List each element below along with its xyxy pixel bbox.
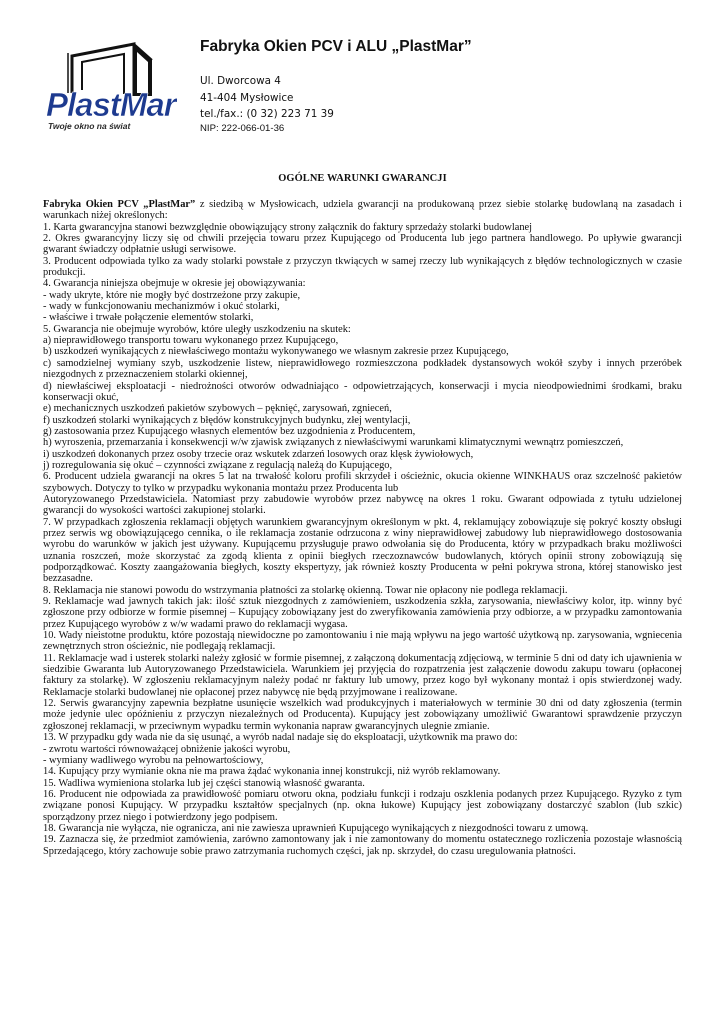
document-title: OGÓLNE WARUNKI GWARANCJI — [278, 173, 447, 184]
warranty-clause: 3. Producent odpowiada tylko za wady stolarki powstałe z przyczyn tkwiących w samej rzeczy lub wynikających z błędów technologicznych w czasie produkcji. — [43, 255, 682, 279]
warranty-clause: 16. Producent nie odpowiada za prawidłowość pomiaru otworu okna, podziału funkcji i rodzaju oszklenia podanych przez Kupującego. Ryzyko z tym związane ponosi Kupujący. W przypadku kształtów specjalnych (np. okna łukowe) Kupujący jest zobowiązany dostarczyć szablon (lub szkic) sporządzony przez niego i potwierdzony jego podpisem. — [43, 788, 682, 823]
warranty-clause: b) uszkodzeń wynikających z niewłaściwego montażu wykonywanego we własnym zakresie przez Kupującego, — [43, 346, 509, 358]
warranty-clause: e) mechanicznych uszkodzeń pakietów szybowych – pęknięć, zarysowań, zgnieceń, — [43, 403, 392, 415]
warranty-clause: i) uszkodzeń dokonanych przez osoby trzecie oraz wskutek zdarzeń losowych oraz klęsk żywiołowych, — [43, 448, 474, 460]
warranty-clause: 6. Producent udziela gwarancji na okres 5 lat na trwałość koloru profili skrzydeł i ościeżnic, okucia okienne WINKHAUS oraz szczelność pakietów szybowych. Dotyczy to tylko w przypadku wykonania montażu przez Producenta lub — [43, 471, 682, 494]
company-header — [200, 38, 472, 134]
address-city: 41-404 Mysłowice — [200, 91, 294, 104]
intro-company: Fabryka Okien PCV „PlastMar” — [43, 199, 196, 210]
warranty-clause: Autoryzowanego Przedstawiciela. Natomiast przy zabudowie wyrobów przez nabywcę na okres 1 roku. Gwarant odpowiada z tytułu udzielonej gwarancji do wysokości wartości zakupionej stolarki. — [43, 493, 682, 517]
warranty-clause: - wady ukryte, które nie mogły być dostrzeżone przy zakupie, — [43, 289, 301, 301]
warranty-clause: 1. Karta gwarancyjna stanowi bezwzględnie obowiązujący strony załącznik do faktury sprzedaży stolarki budowlanej — [43, 221, 533, 233]
intro-text: z siedzibą w Mysłowicach, udziela gwarancji na produkowaną przez siebie stolarkę budowlaną na zasadach i warunkach niżej określonych: — [43, 199, 682, 222]
warranty-clause: 7. W przypadkach zgłoszenia reklamacji objętych warunkiem gwarancyjnym określonym w pkt. 4, reklamujący zobowiązuje się pokryć koszty obsługi przez serwis wg obowiązującego cennika, o ile reklamacja zostanie odrzucona z winy nieprawidłowej zabudowy lub nieprawidłowego dostosowania wyrobu do warunków w jakich jest używany. Kupującemu przysługuje prawo odwołania się do Producenta, który w przypadkach braku możliwości uznania roszczeń, może skorzystać za zgodą klienta z opinii biegłych rzeczoznawców budowlanych, których opinii strony zobowiązują się podporządkować. Koszty zaangażowania biegłych, koszty ekspertyzy, jak również koszty Producenta w pełni pokrywa strona, której stanowisko jest bezzasadne. — [43, 516, 682, 585]
warranty-clause: h) wyroszenia, przemarzania i konsekwencji w/w zjawisk związanych z niewłaściwymi warunkami klimatycznymi wewnątrz pomieszczeń, — [43, 437, 624, 449]
warranty-clause: g) zastosowania przez Kupującego własnych elementów bez uzgodnienia z Producentem, — [43, 425, 416, 437]
warranty-clause: c) samodzielnej wymiany szyb, uszkodzenie listew, nieprawidłowego rozmieszczona podkładek dystansowych wokół szyby i innych przeróbek niezgodnych z przeznaczeniem stolarki okiennej, — [43, 357, 682, 381]
warranty-clause: 18. Gwarancja nie wyłącza, nie ogranicza, ani nie zawiesza uprawnień Kupującego wynikających z niezgodności towaru z umową. — [43, 822, 589, 834]
warranty-clause: 14. Kupujący przy wymianie okna nie ma prawa żądać wykonania innej konstrukcji, niż wyrób reklamowany. — [43, 766, 501, 778]
warranty-clause: 12. Serwis gwarancyjny zapewnia bezpłatne usunięcie wszelkich wad produkcyjnych i materiałowych w terminie 30 dni od daty zgłoszenia (termin może jedynie ulec opóźnieniu z przyczyn niezależnych od Producenta). Kupujący jest zobowiązany umożliwić Gwarantowi sprawdzenie przyczyn zgłoszonej reklamacji, w przeciwnym wypadku termin wykonania napraw gwarancyjnych ulegnie zmianie. — [43, 698, 682, 732]
phone-fax: tel./fax.: (0 32) 223 71 39 — [200, 108, 334, 120]
warranty-clause: 19. Zaznacza się, że przedmiot zamówienia, zarówno zamontowany jak i nie zamontowany do momentu ostatecznego rozliczenia pozostaje własnością Sprzedającego, który zachowuje sobie prawo zatrzymania ruchomych części, jak np. skrzydeł, do czasu uregulowania płatności. — [43, 834, 682, 857]
logo-wordmark: PlastMar — [46, 86, 176, 123]
warranty-clause: - zwrotu wartości równoważącej obniżenie jakości wyrobu, — [43, 743, 291, 755]
warranty-clause: - wymiany wadliwego wyrobu na pełnowartościowy, — [43, 754, 264, 766]
warranty-clause: 10. Wady nieistotne produktu, które pozostają niewidoczne po zamontowaniu i nie mają wpływu na jego wartość użytkową np. zarysowania, wgniecenia zewnętrznych stron ościeżnic, nie podlegają reklamacji. — [43, 630, 682, 653]
warranty-clause: f) uszkodzeń stolarki wynikających z błędów konstrukcyjnych budynku, złej wentylacji, — [43, 414, 411, 426]
warranty-clause: d) niewłaściwej eksploatacji - niedrożności otworów odwadniająco - odpowietrzających, konserwacji i mycia nieodpowiednimi środkami, braku konserwacji okuć, — [43, 380, 682, 403]
warranty-clause: a) nieprawidłowego transportu towaru wykonanego przez Kupującego, — [43, 335, 339, 347]
address-street: Ul. Dworcowa 4 — [200, 75, 281, 87]
warranty-clause: 2. Okres gwarancyjny liczy się od chwili przejęcia towaru przez Kupującego od Producenta lub jego partnera handlowego. Po upływie gwarancji gwarant świadczy odpłatnie usługi serwisowe. — [43, 233, 682, 256]
intro-paragraph — [43, 199, 682, 222]
nip-number: NIP: 222-066-01-36 — [200, 122, 285, 134]
company-name: Fabryka Okien PCV i ALU „PlastMar” — [200, 38, 472, 55]
document-body — [43, 199, 682, 857]
logo-tagline: Twoje okno na świat — [48, 121, 131, 131]
warranty-clause: 5. Gwarancja nie obejmuje wyrobów, które uległy uszkodzeniu na skutek: — [43, 323, 351, 335]
warranty-clause: 11. Reklamacje wad i usterek stolarki należy zgłosić w formie pisemnej, z załączoną dokumentacją zdjęciową, w terminie 5 dni od daty ich ujawnienia w siedzibie Gwaranta lub Autoryzowanego Przedstawiciela. Warunkiem jej przyjęcia do rozpatrzenia jest załączenie dowodu zakupu towaru (opłaconej faktury za stolarkę). W zgłoszeniu reklamacyjnym należy podać nr faktury lub umowy, przez kogo był wykonany montaż i opis stwierdzonej wady. Reklamacje stolarki budowlanej nie opłaconej przez nabywcę nie będą przyjmowane i realizowane. — [43, 652, 682, 698]
warranty-clause: 4. Gwarancja niniejsza obejmuje w okresie jej obowiązywania: — [43, 278, 306, 290]
warranty-clause: - właściwe i trwałe połączenie elementów stolarki, — [43, 312, 254, 324]
warranty-clause: 15. Wadliwa wymieniona stolarka lub jej części stanowią własność gwaranta. — [43, 777, 365, 789]
warranty-clause: j) rozregulowania się okuć – czynności związane z regulacją należą do Kupującego, — [43, 459, 393, 471]
warranty-clause: 9. Reklamacje wad jawnych takich jak: ilość sztuk niezgodnych z zamówieniem, uszkodzenia szkła, zarysowania, niewłaściwy kolor, itp. winny być zgłoszone przy odbiorze w formie pisemnej – Kupujący zobowiązany jest do zweryfikowania zamówienia przy odbiorze, a w przypadku zamontowania przez Kupującego wyrobów z w/w wadami prawo do reklamacji wygasa. — [43, 596, 682, 630]
warranty-clause: - wady w funkcjonowaniu mechanizmów i okuć stolarki, — [43, 301, 280, 313]
warranty-clause: 8. Reklamacja nie stanowi powodu do wstrzymania płatności za stolarkę okienną. Towar nie opłacony nie podlega reklamacji. — [43, 584, 568, 596]
warranty-clause: 13. W przypadku gdy wada nie da się usunąć, a wyrób nadal nadaje się do eksploatacji, użytkownik ma prawo do: — [43, 732, 518, 744]
